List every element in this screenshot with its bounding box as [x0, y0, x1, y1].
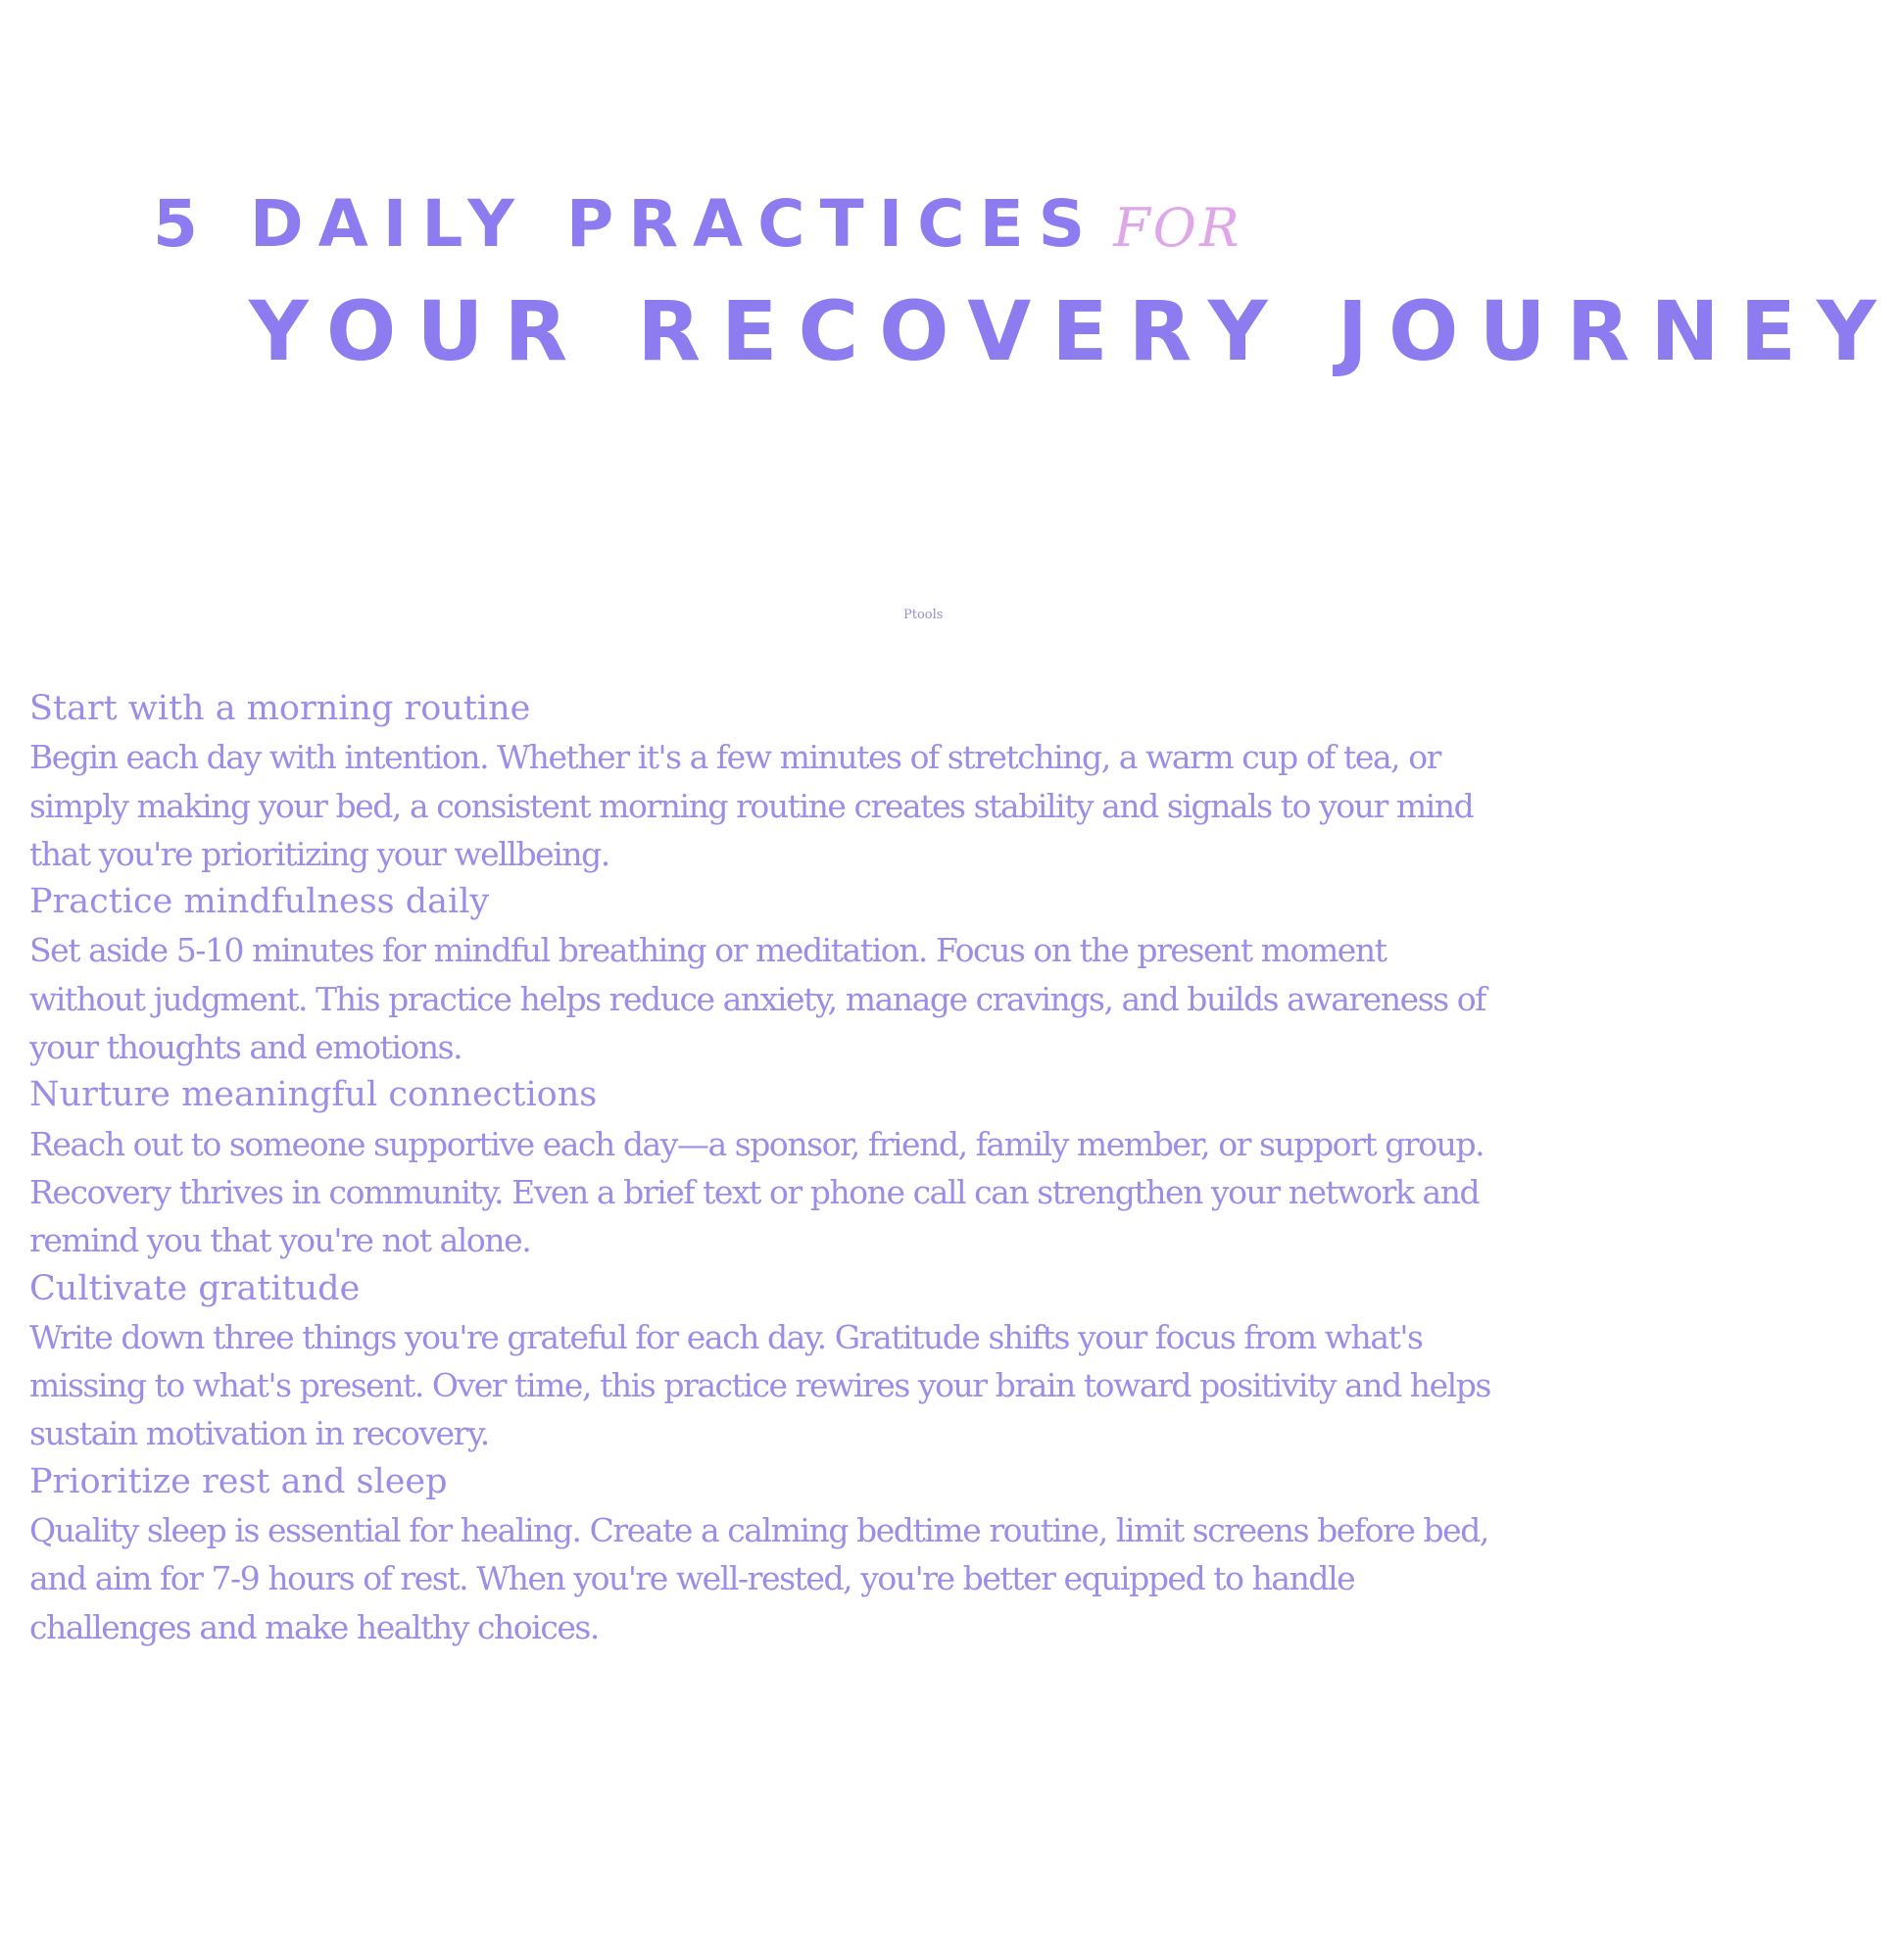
practice-description: Begin each day with intention. Whether it's a few minutes of stretching, a warm cup of tea, or simply making your bed, a consistent morning routine creates stability and signals to your mind that you're prioritizing your wellbeing. [29, 738, 1474, 873]
practice-description: Write down three things you're grateful for each day. Gratitude shifts your focus from what's missing to what's present. Over time, this practice rewires your brain toward positivity and helps sustain motivation in recovery. [29, 1317, 1490, 1453]
page-title-line-1 [153, 186, 1242, 262]
title-main-text: 5 DAILY PRACTICES [153, 186, 1100, 262]
practices-list [29, 685, 1499, 1651]
title-connector: FOR [1113, 197, 1242, 259]
practice-description: Set aside 5-10 minutes for mindful breathing or meditation. Focus on the present moment without judgment. This practice helps reduce anxiety, manage cravings, and builds awareness of your thoughts and emotions. [29, 931, 1485, 1067]
practice-heading: Start with a morning routine [29, 689, 531, 728]
practice-description: Quality sleep is essential for healing. Create a calming bedtime routine, limit screens before bed, and aim for 7-9 hours of rest. When you're well-rested, you're better equipped to handle challenges and make healthy choices. [29, 1511, 1488, 1646]
practice-heading: Cultivate gratitude [29, 1268, 361, 1308]
practice-heading: Nurture meaningful connections [29, 1075, 598, 1115]
practice-heading: Prioritize rest and sleep [29, 1461, 448, 1501]
practice-description: Reach out to someone supportive each day—a sponsor, friend, family member, or support group. Recovery thrives in community. Even a brief text or phone call can strengthen your network and remind you that you're not alone. [29, 1124, 1484, 1260]
page-title-line-2: YOUR RECOVERY JOURNEY [249, 283, 1897, 379]
practice-heading: Practice mindfulness daily [29, 882, 490, 922]
credit-text: Ptools [903, 608, 944, 622]
